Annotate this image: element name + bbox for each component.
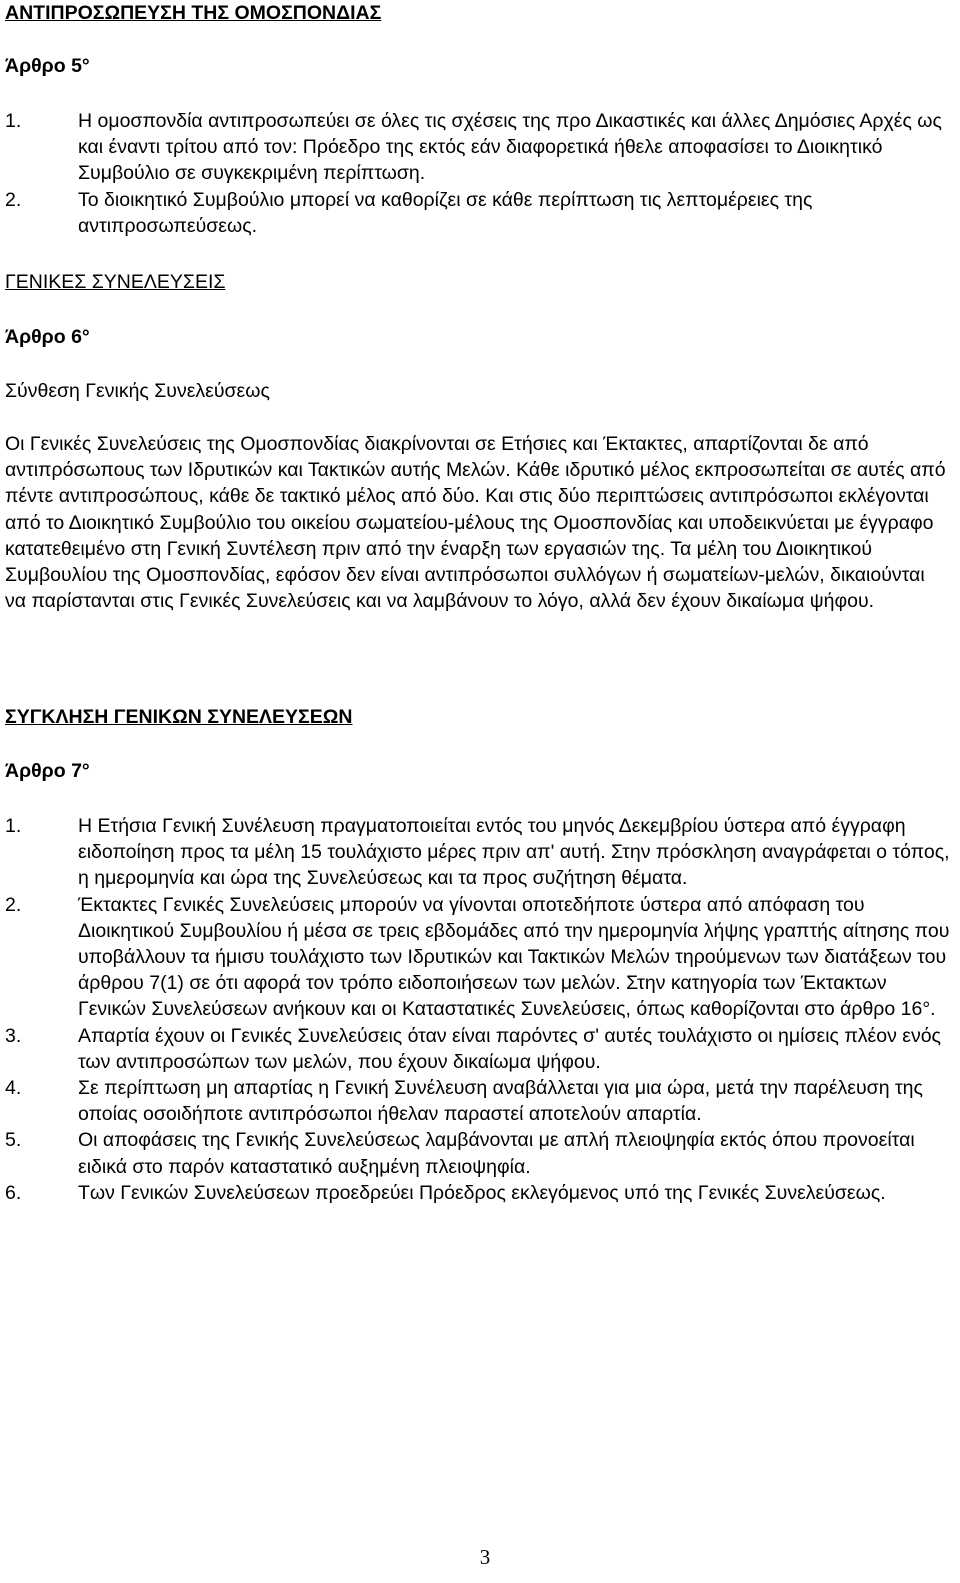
item-number: 6. [5, 1181, 22, 1204]
item-text: Η Ετήσια Γενική Συνέλευση πραγματοποιείται εντός του μηνός Δεκεμβρίου ύστερα από έγγραφη ειδοποίηση προς τα μέλη 15 τουλάχιστο μέρες πριν απ' αυτή. Στην πρόσκληση αναγράφεται ο τόπος, η ημερομηνία και ώρα της Συνελεύσεως και τα προς συζήτηση θέματα. [78, 815, 950, 890]
item-number: 4. [5, 1077, 22, 1100]
article-5-title: Άρθρο 5° [5, 55, 90, 77]
item-text: Οι αποφάσεις της Γενικής Συνελεύσεως λαμβάνονται με απλή πλειοψηφία εκτός όπου προνοείται ειδικά στο παρόν καταστατικό αυξημένη πλειοψηφία. [78, 1129, 915, 1178]
item-text: Σε περίπτωση μη απαρτίας η Γενική Συνέλευση αναβάλλεται για μια ώρα, μετά την παρέλευση της οποίας οσοιδήποτε αντιπρόσωποι ήθελαν παραστεί αποτελούν απαρτία. [78, 1077, 923, 1126]
item-number: 1. [5, 815, 22, 837]
section-heading-general-assemblies: ΓΕΝΙΚΕΣ ΣΥΝΕΛΕΥΣΕΙΣ [5, 271, 226, 293]
item-text: Η ομοσπονδία αντιπροσωπεύει σε όλες τις σχέσεις της προ Δικαστικές και άλλες Δημόσιες Αρχές ως και έναντι τρίτου από τον: Πρόεδρο της εκτός εάν διαφορετικά ήθελε αποφασίσει το Διοικητικό Συμβούλιο σε συγκεκριμένη περίπτωση. [78, 110, 942, 185]
item-number: 1. [5, 110, 22, 132]
list-item [5, 1180, 950, 1206]
article-7-list [5, 813, 950, 1206]
list-item [5, 1127, 950, 1179]
article-5-list [5, 108, 950, 239]
list-item [5, 1023, 950, 1075]
list-item [5, 187, 950, 239]
article-6-paragraph: Οι Γενικές Συνελεύσεις της Ομοσπονδίας διακρίνονται σε Ετήσιες και Έκτακτες, απαρτίζονται δε από αντιπρόσωπους των Ιδρυτικών και Τακτικών αυτής Μελών. Κάθε ιδρυτικό μέλος εκπροσωπείται σε αυτές από πέντε αντιπροσώπους, κάθε δε τακτικό μέλος από δύο. Και στις δύο περιπτώσεις αντιπρόσωποι εκλέγονται από το Διοικητικό Συμβούλιο του οικείου σωματείου-μέλους της Ομοσπονδίας και υποδεικνύεται με έγγραφο κατατεθειμένο στη Γενική Συντέλεση πριν από την έναρξη των εργασιών της. Τα μέλη του Διοικητικού Συμβουλίου της Ομοσπονδίας, εφόσον δεν είναι αντιπρόσωποι συλλόγων ή σωματείων-μελών, δικαιούνται να παρίστανται στις Γενικές Συνελεύσεις και να λαμβάνουν το λόγο, αλλά δεν έχουν δικαίωμα ψήφου. [5, 433, 946, 613]
item-number: 3. [5, 1024, 22, 1047]
item-number: 5. [5, 1129, 22, 1152]
list-item [5, 1075, 950, 1127]
item-text: Το διοικητικό Συμβούλιο μπορεί να καθορίζει σε κάθε περίπτωση τις λεπτομέρειες της αντιπροσωπεύσεως. [78, 188, 813, 237]
section-heading-representation: ΑΝΤΙΠΡΟΣΩΠΕΥΣΗ ΤΗΣ ΟΜΟΣΠΟΝΔΙΑΣ [5, 2, 382, 24]
list-item [5, 108, 950, 187]
article-7-title: Άρθρο 7° [5, 760, 90, 782]
list-item [5, 892, 950, 1023]
item-text: Έκτακτες Γενικές Συνελεύσεις μπορούν να γίνονται οποτεδήποτε ύστερα από απόφαση του Διοικητικού Συμβουλίου ή μέσα σε τρεις εβδομάδες από την ημερομηνία λήψης γραπτής αίτησης που υποβάλλουν τα ήμισυ τουλάχιστο των Ιδρυτικών και Τακτικών Μελών τηρούμενων των διατάξεων του άρθρου 7(1) σε ότι αφορά τον τρόπο ειδοποιήσεων των μελών. Στην κατηγορία των Έκτακτων Γενικών Συνελεύσεων ανήκουν και οι Καταστατικές Συνελεύσεις, όπως καθορίζονται στο άρθρο 16°. [78, 893, 950, 1021]
item-text: Απαρτία έχουν οι Γενικές Συνελεύσεις όταν είναι παρόντες σ' αυτές τουλάχιστο οι ημίσεις πλέον ενός των αντιπροσώπων των μελών, που έχουν δικαίωμα ψήφου. [78, 1024, 941, 1073]
item-number: 2. [5, 893, 22, 916]
page-number: 3 [479, 1545, 491, 1569]
article-6-subtitle: Σύνθεση Γενικής Συνελεύσεως [5, 380, 270, 402]
section-heading-convening: ΣΥΓΚΛΗΣΗ ΓΕΝΙΚΩΝ ΣΥΝΕΛΕΥΣΕΩΝ [5, 706, 353, 728]
list-item [5, 813, 950, 892]
item-text: Των Γενικών Συνελεύσεων προεδρεύει Πρόεδρος εκλεγόμενος υπό της Γενικές Συνελεύσεως. [78, 1181, 886, 1204]
item-number: 2. [5, 188, 22, 211]
article-6-title: Άρθρο 6° [5, 326, 90, 348]
